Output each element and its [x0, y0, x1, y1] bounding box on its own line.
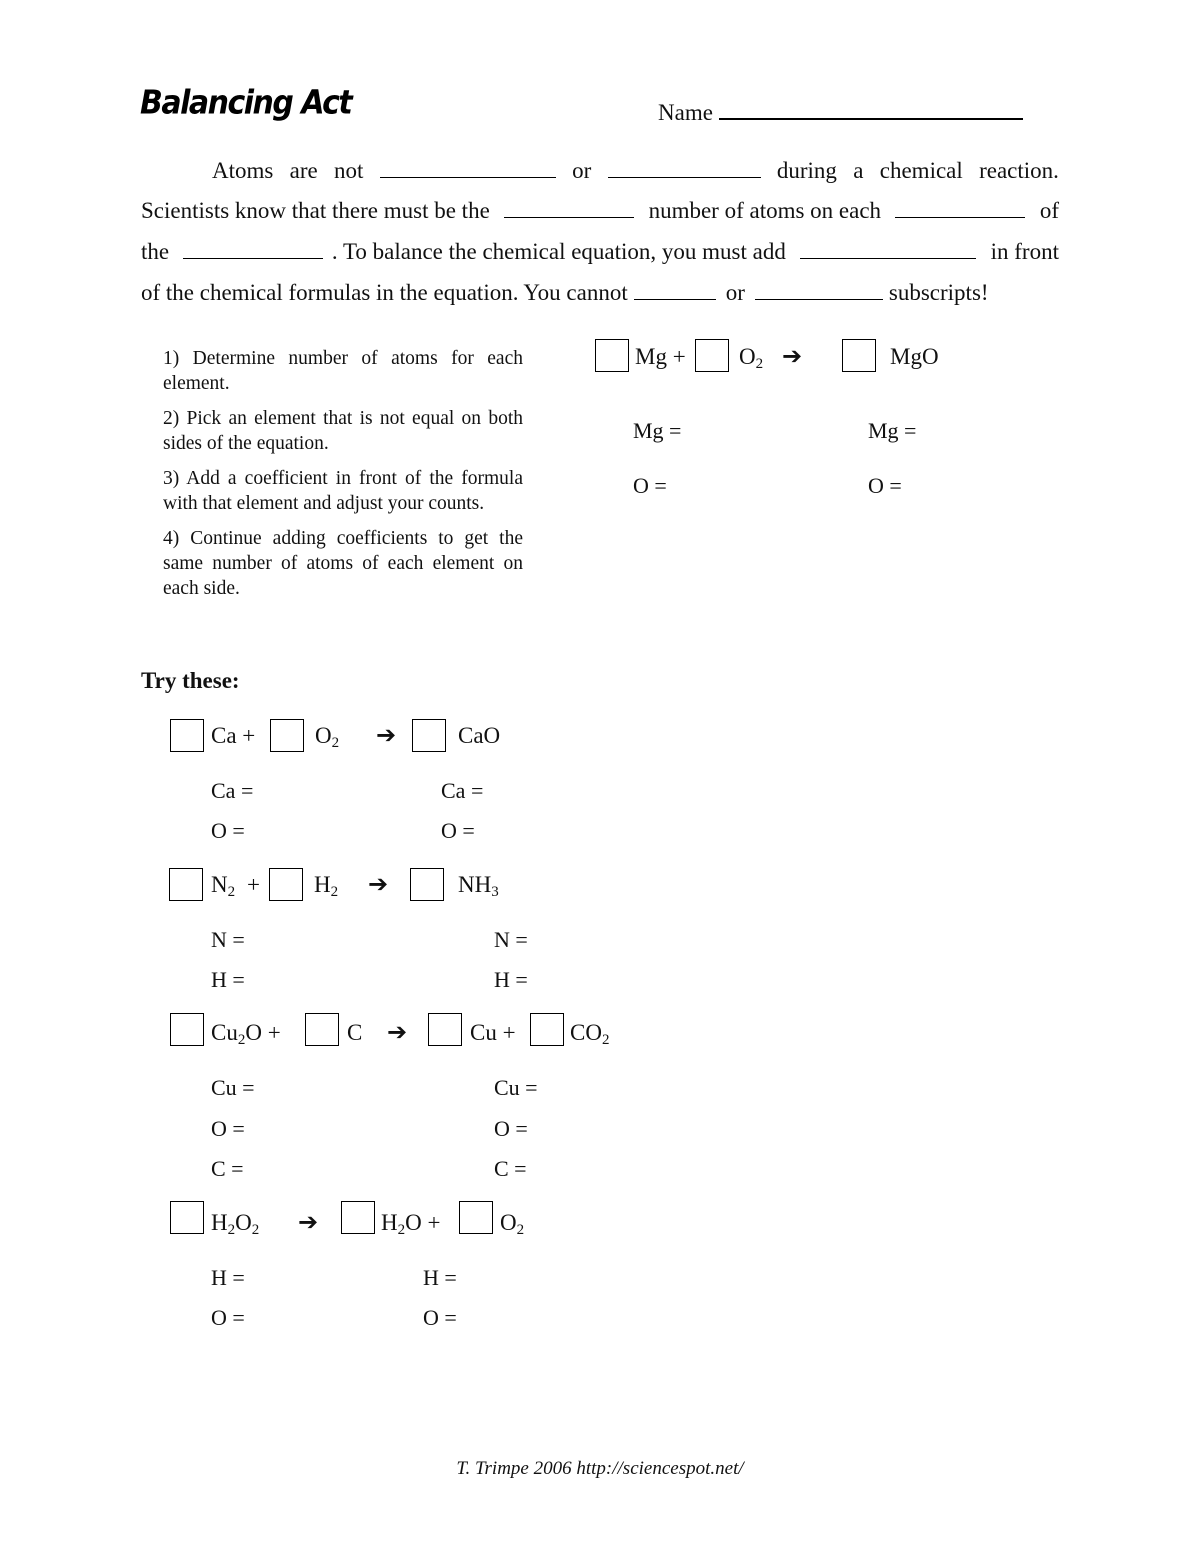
- coefficient-box[interactable]: [169, 868, 203, 901]
- example-term-mgo: MgO: [890, 344, 939, 369]
- count-label: N =: [211, 927, 245, 952]
- intro-line-3: the . To balance the chemical equation, you must add in front: [141, 239, 1059, 264]
- count-label: H =: [211, 967, 245, 992]
- coefficient-box[interactable]: [410, 868, 444, 901]
- count-label: Ca =: [211, 778, 254, 803]
- steps-list: [163, 346, 523, 611]
- coefficient-box[interactable]: [459, 1201, 493, 1234]
- count-label: H =: [211, 1265, 245, 1290]
- term: CaO: [458, 723, 501, 748]
- term: C: [347, 1020, 363, 1045]
- arrow-icon: ➔: [368, 870, 389, 898]
- blank-4[interactable]: [895, 196, 1025, 218]
- term: Ca +: [211, 723, 256, 748]
- term: $NH_3$: [458, 872, 499, 900]
- count-label: O =: [211, 1116, 245, 1141]
- count-label: Mg =: [868, 418, 917, 443]
- name-label: Name: [658, 100, 713, 125]
- name-field: [658, 96, 1023, 126]
- term: $H_2O_2$: [211, 1210, 260, 1238]
- term: $CO_2$: [570, 1020, 610, 1048]
- term: $O_2$: [500, 1210, 525, 1238]
- worksheet-title: Balancing Act: [140, 84, 352, 123]
- blank-7[interactable]: [634, 278, 716, 300]
- plus-sign: +: [247, 872, 260, 897]
- step-2: 2) Pick an element that is not equal on both sides of the equation.: [163, 408, 523, 454]
- arrow-icon: ➔: [376, 721, 397, 749]
- example-term-o2: $O_2$: [739, 344, 764, 372]
- intro-line-1: Atoms are not or during a chemical reaction.: [212, 158, 1059, 183]
- coefficient-box[interactable]: [270, 719, 304, 752]
- blank-6[interactable]: [800, 237, 976, 259]
- count-label: O =: [494, 1116, 528, 1141]
- count-label: O =: [423, 1305, 457, 1330]
- step-3: 3) Add a coefficient in front of the formula with that element and adjust your counts.: [163, 468, 523, 514]
- coefficient-box[interactable]: [842, 339, 876, 372]
- intro-line-4: of the chemical formulas in the equation. You cannot or subscripts!: [141, 280, 989, 305]
- arrow-icon: ➔: [782, 342, 803, 370]
- coefficient-box[interactable]: [595, 339, 629, 372]
- blank-3[interactable]: [504, 196, 634, 218]
- count-label: C =: [211, 1156, 244, 1181]
- coefficient-box[interactable]: [341, 1201, 375, 1234]
- coefficient-box[interactable]: [428, 1013, 462, 1046]
- step-1: 1) Determine number of atoms for each element.: [163, 348, 523, 394]
- count-label: Mg =: [633, 418, 682, 443]
- term: $H_2$: [314, 872, 339, 900]
- coefficient-box[interactable]: [530, 1013, 564, 1046]
- footer-credit: T. Trimpe 2006 http://sciencespot.net/: [456, 1458, 744, 1479]
- step-4: 4) Continue adding coefficients to get the same number of atoms of each element on each side.: [163, 528, 523, 599]
- coefficient-box[interactable]: [170, 1201, 204, 1234]
- count-label: H =: [494, 967, 528, 992]
- coefficient-box[interactable]: [170, 719, 204, 752]
- coefficient-box[interactable]: [269, 868, 303, 901]
- term: Cu +: [470, 1020, 516, 1045]
- term: $H_2O$ +: [381, 1210, 441, 1238]
- count-label: O =: [211, 1305, 245, 1330]
- arrow-icon: ➔: [387, 1018, 408, 1046]
- name-blank[interactable]: [719, 96, 1023, 120]
- count-label: O =: [441, 818, 475, 843]
- count-label: Cu =: [494, 1075, 538, 1100]
- coefficient-box[interactable]: [170, 1013, 204, 1046]
- try-these-heading: Try these:: [141, 668, 240, 693]
- count-label: H =: [423, 1265, 457, 1290]
- coefficient-box[interactable]: [305, 1013, 339, 1046]
- count-label: O =: [211, 818, 245, 843]
- count-label: Cu =: [211, 1075, 255, 1100]
- count-label: C =: [494, 1156, 527, 1181]
- blank-1[interactable]: [380, 156, 556, 178]
- count-label: O =: [633, 473, 667, 498]
- term: $Cu_2O$ +: [211, 1020, 281, 1048]
- coefficient-box[interactable]: [695, 339, 729, 372]
- blank-5[interactable]: [183, 237, 323, 259]
- count-label: N =: [494, 927, 528, 952]
- example-term-mg: Mg +: [635, 344, 686, 369]
- blank-2[interactable]: [608, 156, 761, 178]
- count-label: Ca =: [441, 778, 484, 803]
- intro-line-2: Scientists know that there must be the number of atoms on each of: [141, 198, 1059, 223]
- term: $O_2$: [315, 723, 340, 751]
- arrow-icon: ➔: [298, 1208, 319, 1236]
- coefficient-box[interactable]: [412, 719, 446, 752]
- term: $N_2$: [211, 872, 236, 900]
- blank-8[interactable]: [755, 278, 883, 300]
- count-label: O =: [868, 473, 902, 498]
